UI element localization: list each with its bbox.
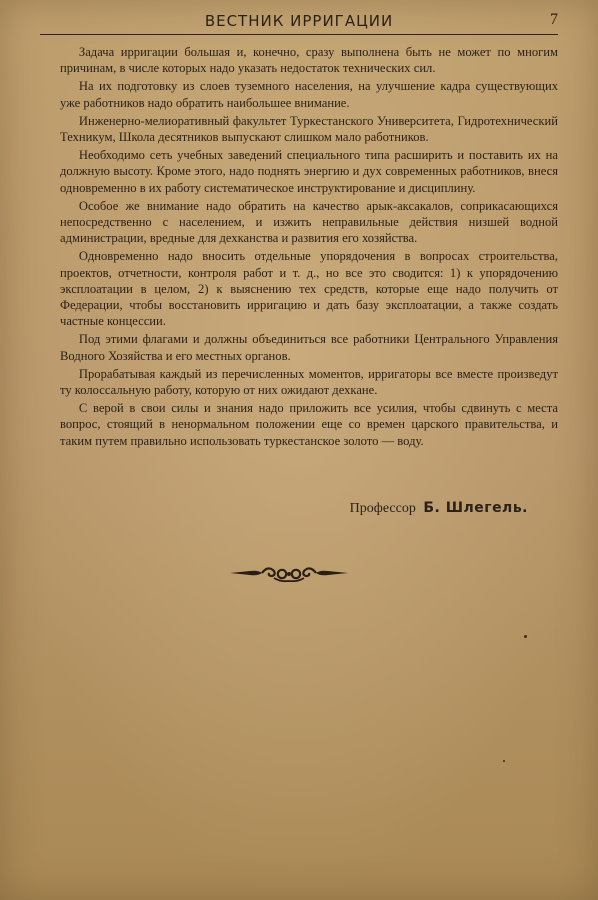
paragraph: Под этими флагами и должны объединиться все работники Центрального Управления Водного Хозяйства и его местных органов. xyxy=(60,332,558,363)
author-name: Б. Шлегель. xyxy=(423,500,528,516)
print-speck xyxy=(524,635,527,638)
journal-title: ВЕСТНИК ИРРИГАЦИИ xyxy=(204,12,394,30)
paragraph: Особое же внимание надо обратить на качество арык-аксакалов, соприкасающихся непосредственно с населением, и изжить неправильные действия низшей водной администрации, вредные для дехканства и развития его хозяйства. xyxy=(60,198,558,246)
print-speck xyxy=(503,760,505,762)
scroll-ornament-icon xyxy=(228,563,350,583)
paragraph: Задача ирригации большая и, конечно, сразу выполнена быть не может по многим причинам, в числе которых надо указать недостаток технических сил. xyxy=(60,45,558,76)
paragraph: Прорабатывая каждый из перечисленных моментов, ирригаторы все вместе произведут ту колоссальную работу, которую от них ожидают дехкане. xyxy=(60,366,558,398)
paragraph: Одновременно надо вносить отдельные упорядочения в вопросах строительства, проектов, отчетности, контроля работ и т. д., но все это сводится: 1) к упорядочению эксплоатации в целом, 2) к выяснению тех средств, которые еще надо получить от Федерации, чтобы восстановить ирригацию и дать базу эксплоатации, а также создать частные концессии. xyxy=(60,249,558,329)
page-header xyxy=(40,8,558,35)
author-title: Профессор xyxy=(349,501,416,516)
paragraph: Инженерно-мелиоративный факультет Туркестанского Университета, Гидротехнический Техникум, Школа десятников выпускают слишком мало работников. xyxy=(60,113,558,145)
article-body xyxy=(60,44,558,451)
author-signature xyxy=(350,500,528,517)
paragraph: На их подготовку из слоев туземного населения, на улучшение кадра существующих уже работников надо обратить наибольшее внимание. xyxy=(60,79,558,110)
page-number: 7 xyxy=(550,11,558,28)
paragraph: Необходимо сеть учебных заведений специального типа расширить и поставить их на должную высоту. Кроме этого, надо поднять энергию и дух современных работников, внеся одновременно в их работу систематическое инструктирование и дисциплину. xyxy=(60,148,558,195)
paragraph: С верой в свои силы и знания надо приложить все усилия, чтобы сдвинуть с места вопрос, стоящий в ненормальном положении еще со времен царского правительства, и таким путем правильно использовать туркестанское золото — воду. xyxy=(60,401,558,448)
